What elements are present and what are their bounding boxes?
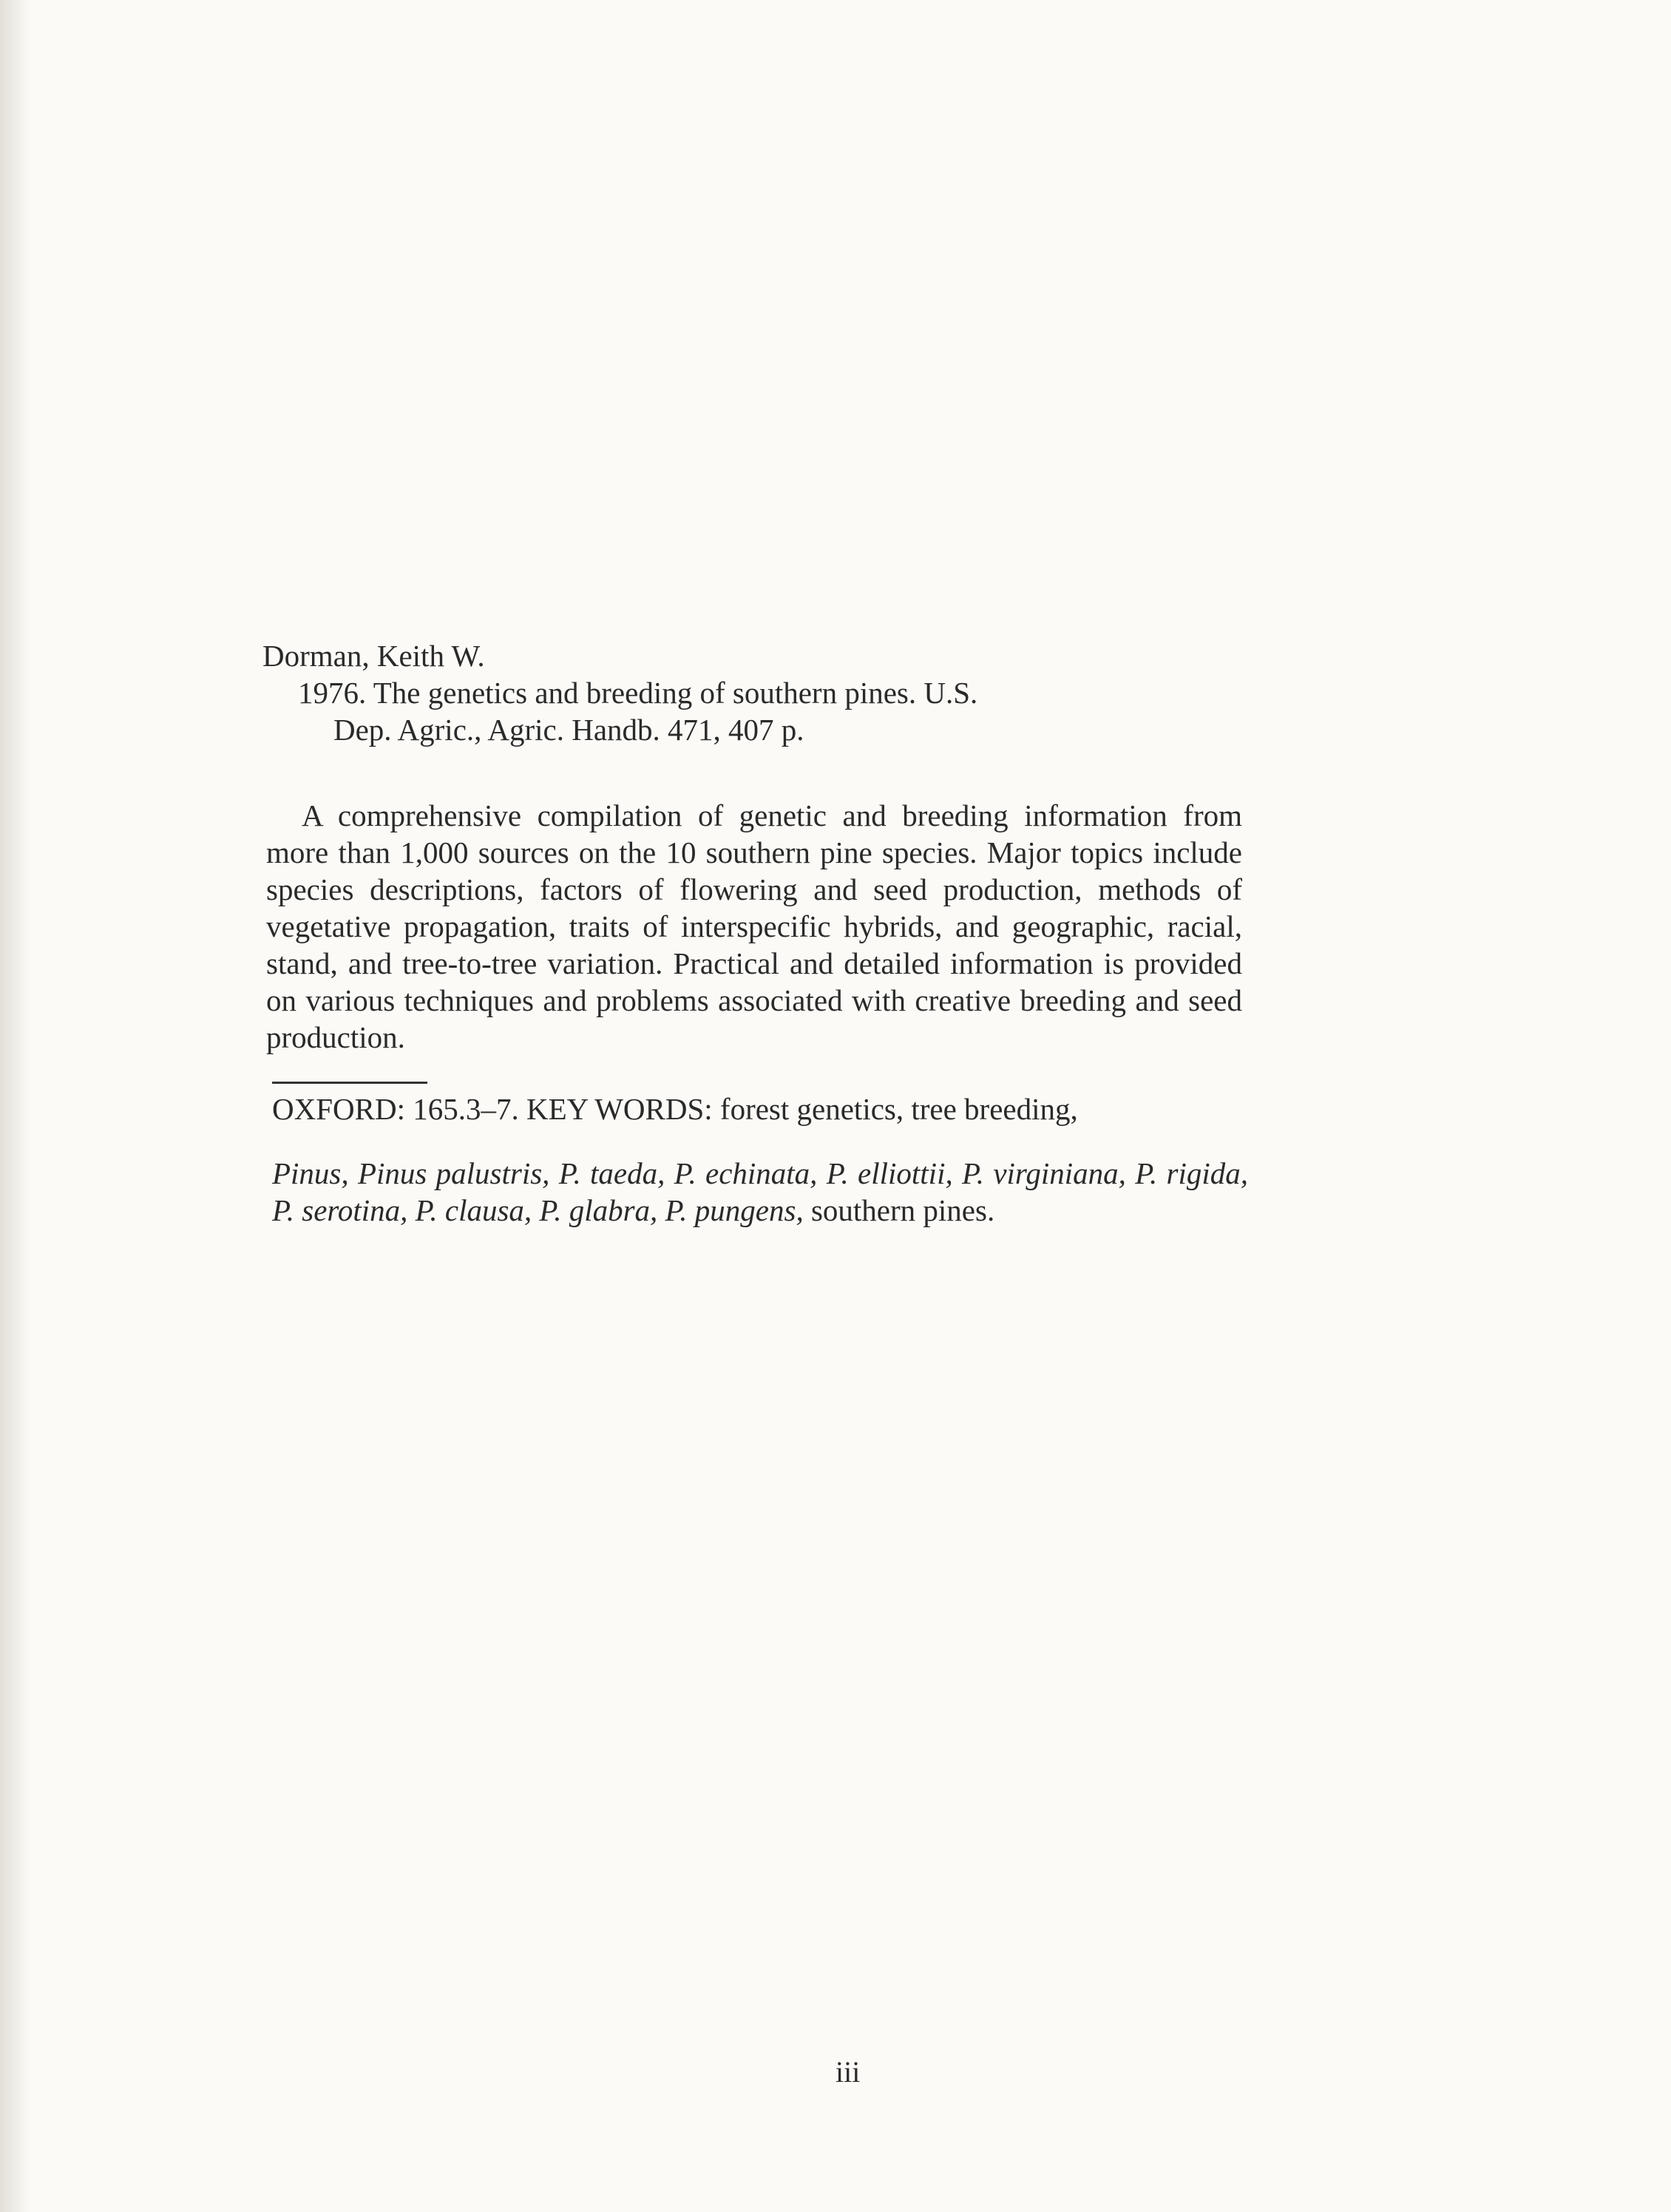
citation-title-line: 1976. The genetics and breeding of southern pines. U.S. — [298, 676, 978, 710]
citation-author: Dorman, Keith W. — [262, 639, 485, 673]
abstract-paragraph: A comprehensive compilation of genetic and breeding information from more than 1,000 sources on the 10 southern pine species. Major topics include species descriptions, factors of flowering and seed production, methods of vegetative propagation, traits of interspecific hybrids, and geographic, racial, stand, and tree-to-tree variation. Practical and detailed information is provided on various techniques and problems associated with creative breeding and seed production. — [266, 798, 1242, 1054]
page-number: iii — [836, 2055, 861, 2089]
section-divider — [272, 1082, 427, 1084]
citation-source-line: Dep. Agric., Agric. Handb. 471, 407 p. — [333, 713, 804, 747]
species-list — [272, 1155, 1248, 1229]
keywords-line: OXFORD: 165.3–7. KEY WORDS: forest genetics, tree breeding, — [272, 1092, 1078, 1126]
binding-shadow — [0, 0, 30, 2212]
species-names: Pinus, Pinus palustris, P. taeda, P. echinata, P. elliottii, P. virginiana, P. rigida, P. serotina, P. clausa, P. glabra, P. pungens, — [272, 1156, 1248, 1227]
species-tail: southern pines. — [810, 1193, 995, 1227]
citation-block — [262, 637, 1298, 748]
